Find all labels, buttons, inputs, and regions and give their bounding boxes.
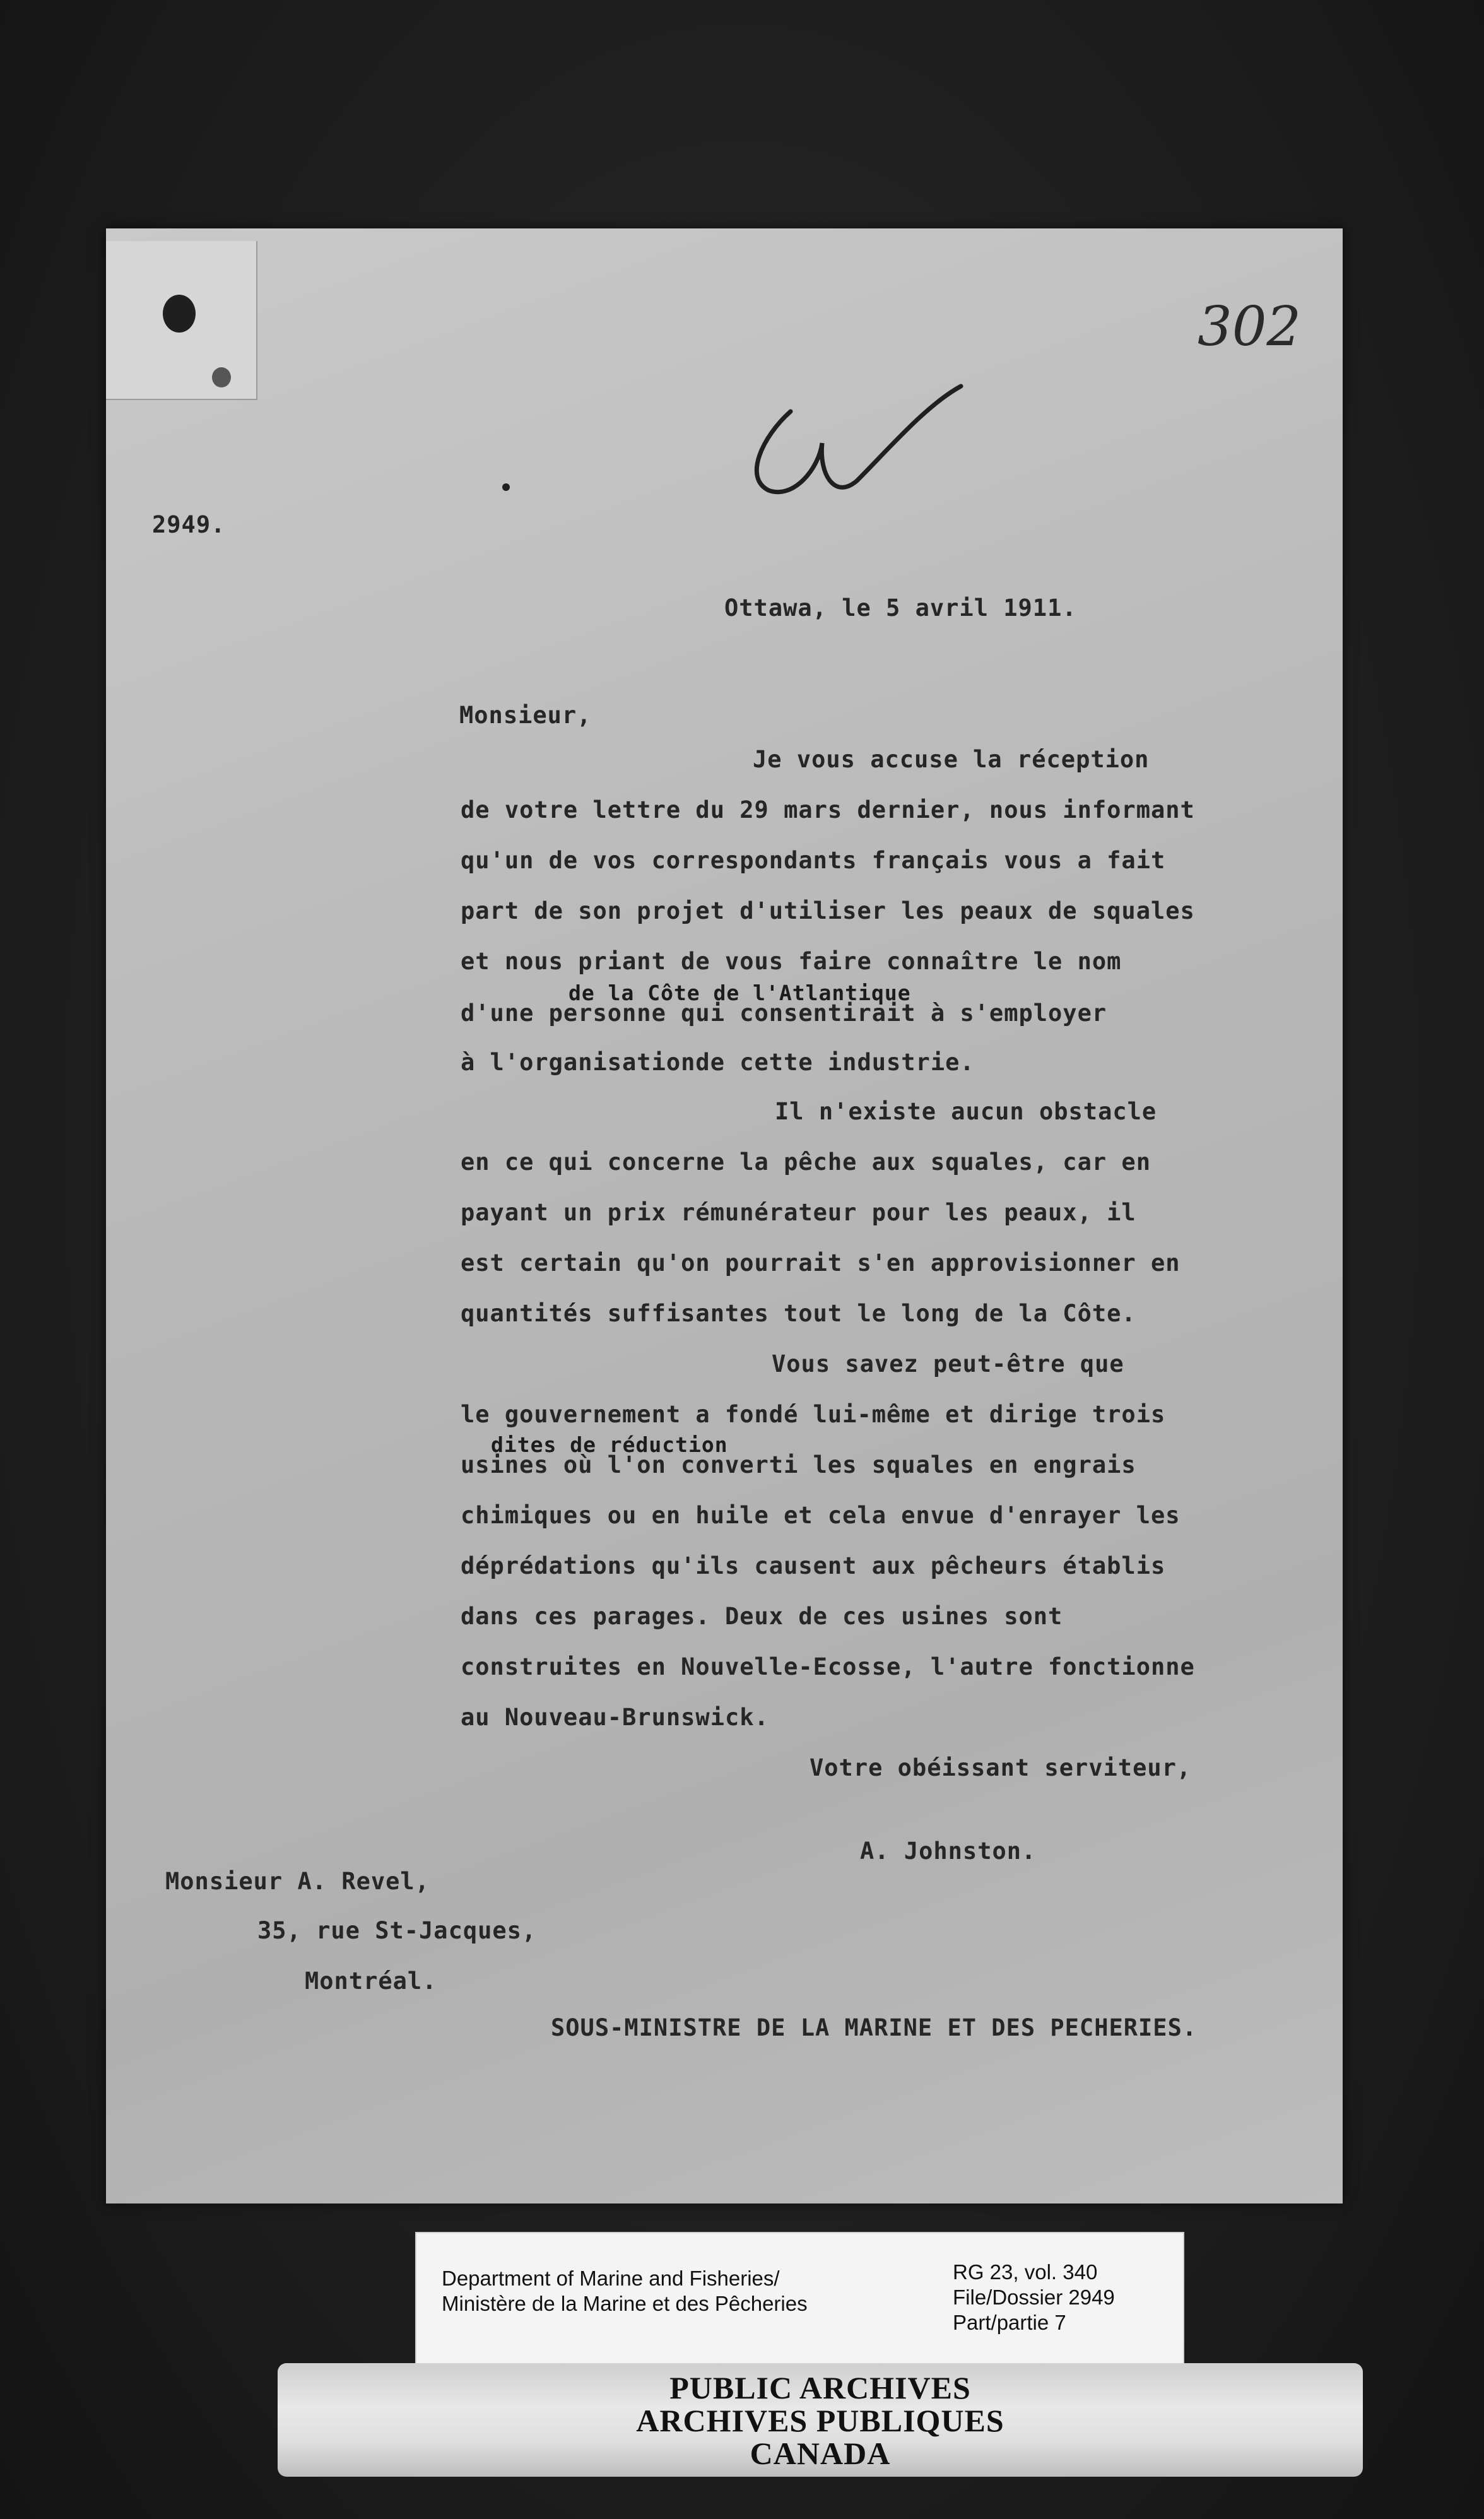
body-line: et nous priant de vous faire connaître le nom: [461, 948, 1122, 975]
punch-hole-top: [163, 295, 196, 333]
handwritten-mark-icon: [724, 367, 970, 512]
title-line: SOUS-MINISTRE DE LA MARINE ET DES PECHERIES.: [551, 2014, 1198, 2041]
public-archives-band: [278, 2363, 1363, 2477]
ref-file: File/Dossier 2949: [953, 2286, 1115, 2309]
dept-en: Department of Marine and Fisheries/: [442, 2267, 780, 2290]
closing: Votre obéissant serviteur,: [810, 1754, 1192, 1781]
margin-number-text: 302: [1198, 295, 1302, 358]
body-line: le gouvernement a fondé lui-même et dirige trois: [461, 1401, 1166, 1428]
body-line: construites en Nouvelle-Ecosse, l'autre fonctionne: [461, 1653, 1195, 1680]
archive-reference-label: [415, 2232, 1184, 2367]
margin-number-handwritten: [1191, 285, 1330, 361]
handwritten-insertion-1: de la Côte de l'Atlantique: [568, 981, 911, 1005]
body-line: part de son projet d'utiliser les peaux de squales: [461, 897, 1195, 924]
ref-group: RG 23, vol. 340: [953, 2260, 1098, 2284]
body-line: dans ces parages. Deux de ces usines sont: [461, 1603, 1063, 1630]
dept-fr: Ministère de la Marine et des Pêcheries: [442, 2292, 808, 2315]
letter-page: [106, 228, 1343, 2203]
ref-part: Part/partie 7: [953, 2311, 1066, 2334]
body-line: d'une personne qui consentirait à s'employer: [461, 1000, 1107, 1027]
ink-dot: [502, 483, 510, 491]
body-line: chimiques ou en huile et cela envue d'enrayer les: [461, 1502, 1181, 1529]
handwritten-insertion-2: dites de réduction: [491, 1432, 728, 1457]
addressee-street: 35, rue St-Jacques,: [257, 1917, 537, 1944]
body-line: payant un prix rémunérateur pour les peaux, il: [461, 1199, 1136, 1226]
page-corner-patch: [106, 241, 257, 400]
file-number: 2949.: [152, 511, 226, 538]
body-line: qu'un de vos correspondants français vous a fait: [461, 847, 1166, 874]
salutation: Monsieur,: [459, 702, 592, 729]
punch-hole-bottom: [212, 367, 231, 387]
body-line: quantités suffisantes tout le long de la Côte.: [461, 1300, 1136, 1327]
addressee-city: Montréal.: [305, 1967, 437, 1995]
addressee-name: Monsieur A. Revel,: [165, 1868, 430, 1895]
date-line: Ottawa, le 5 avril 1911.: [724, 594, 1077, 622]
band-line-2: ARCHIVES PUBLIQUES: [636, 2403, 1004, 2438]
body-line: au Nouveau-Brunswick.: [461, 1704, 769, 1731]
body-line: déprédations qu'ils causent aux pêcheurs établis: [461, 1552, 1166, 1579]
band-line-3: CANADA: [750, 2436, 891, 2471]
body-line: à l'organisationde cette industrie.: [461, 1049, 975, 1076]
body-line: Je vous accuse la réception: [753, 746, 1150, 773]
body-line: usines où l'on converti les squales en engrais: [461, 1451, 1136, 1478]
body-line: Il n'existe aucun obstacle: [775, 1098, 1157, 1125]
body-line: Vous savez peut-être que: [772, 1350, 1124, 1377]
body-line: est certain qu'on pourrait s'en approvisionner en: [461, 1249, 1181, 1277]
band-line-1: PUBLIC ARCHIVES: [669, 2370, 971, 2405]
body-line: en ce qui concerne la pêche aux squales, car en: [461, 1148, 1151, 1176]
body-line: de votre lettre du 29 mars dernier, nous informant: [461, 796, 1195, 823]
signature: A. Johnston.: [860, 1838, 1037, 1865]
